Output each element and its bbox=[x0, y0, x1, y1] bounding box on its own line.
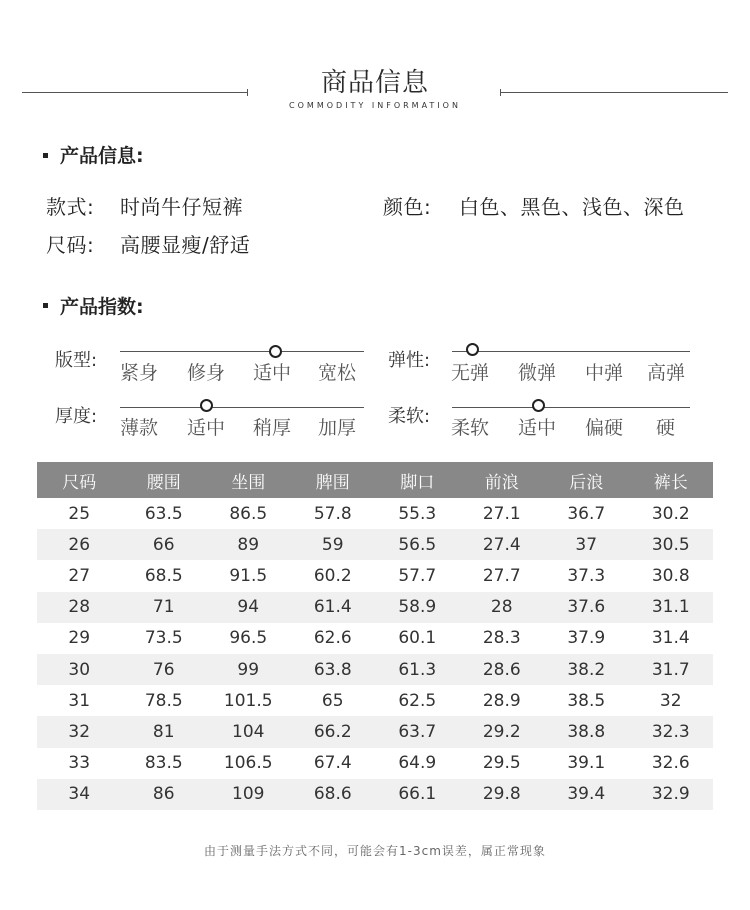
table-cell: 101.5 bbox=[223, 690, 273, 711]
table-cell: 63.8 bbox=[313, 659, 352, 680]
table-header-cell: 坐围 bbox=[231, 472, 266, 493]
table-cell: 39.1 bbox=[567, 753, 606, 774]
elasticity-option: 高弹 bbox=[647, 362, 686, 384]
style-label: 款式: bbox=[46, 195, 95, 219]
table-cell: 37.3 bbox=[567, 565, 606, 586]
table-row bbox=[37, 748, 713, 779]
table-cell: 28 bbox=[68, 597, 91, 618]
table-cell: 38.5 bbox=[567, 690, 606, 711]
softness-option: 柔软 bbox=[451, 417, 490, 439]
thickness-slider-track bbox=[120, 407, 364, 408]
table-cell: 78.5 bbox=[144, 690, 183, 711]
table-cell: 32 bbox=[68, 721, 91, 742]
table-cell: 31.1 bbox=[651, 597, 690, 618]
table-cell: 57.8 bbox=[313, 503, 352, 524]
size-table bbox=[37, 462, 713, 810]
table-cell: 81 bbox=[152, 721, 175, 742]
table-cell: 66.2 bbox=[313, 721, 352, 742]
fit-slider-marker bbox=[269, 345, 282, 358]
table-cell: 61.4 bbox=[313, 597, 352, 618]
size-value: 高腰显瘦/舒适 bbox=[120, 233, 251, 257]
table-cell: 28.3 bbox=[482, 628, 521, 649]
softness-slider-label: 柔软: bbox=[388, 406, 431, 427]
table-cell: 30 bbox=[68, 659, 91, 680]
elasticity-slider-label: 弹性: bbox=[388, 350, 431, 371]
table-cell: 29.2 bbox=[482, 721, 521, 742]
fit-slider-track bbox=[120, 351, 364, 352]
fit-option: 修身 bbox=[187, 362, 226, 384]
table-header-cell: 后浪 bbox=[569, 472, 604, 493]
table-cell: 30.2 bbox=[651, 503, 690, 524]
table-cell: 27.1 bbox=[482, 503, 521, 524]
table-cell: 31 bbox=[68, 690, 91, 711]
table-row bbox=[37, 779, 713, 810]
fit-slider-label: 版型: bbox=[55, 350, 98, 371]
table-cell: 34 bbox=[68, 784, 91, 805]
table-cell: 58.9 bbox=[398, 597, 437, 618]
fit-option: 紧身 bbox=[120, 362, 159, 384]
thickness-option: 薄款 bbox=[120, 417, 159, 439]
elasticity-option: 微弹 bbox=[518, 362, 557, 384]
softness-option: 硬 bbox=[656, 417, 676, 439]
product-info-heading: 产品信息: bbox=[60, 145, 144, 167]
style-value: 时尚牛仔短裤 bbox=[120, 195, 243, 219]
table-cell: 62.6 bbox=[313, 628, 352, 649]
table-cell: 29.8 bbox=[482, 784, 521, 805]
elasticity-slider-marker bbox=[466, 343, 479, 356]
table-cell: 27.4 bbox=[482, 534, 521, 555]
table-cell: 28.6 bbox=[482, 659, 521, 680]
table-cell: 68.5 bbox=[144, 565, 183, 586]
table-cell: 65 bbox=[321, 690, 344, 711]
table-cell: 104 bbox=[232, 721, 265, 742]
table-cell: 63.5 bbox=[144, 503, 183, 524]
table-row bbox=[37, 498, 713, 529]
footer-note: 由于测量手法方式不同，可能会有1-3cm误差，属正常现象 bbox=[204, 844, 546, 858]
table-cell: 37.6 bbox=[567, 597, 606, 618]
table-cell: 109 bbox=[232, 784, 265, 805]
table-cell: 32 bbox=[659, 690, 682, 711]
table-cell: 106.5 bbox=[223, 753, 273, 774]
table-cell: 33 bbox=[68, 753, 91, 774]
thickness-option: 稍厚 bbox=[253, 417, 292, 439]
thickness-option: 加厚 bbox=[318, 417, 357, 439]
thickness-slider-marker bbox=[200, 399, 213, 412]
table-cell: 68.6 bbox=[313, 784, 352, 805]
color-value: 白色、黑色、浅色、深色 bbox=[459, 195, 685, 219]
table-cell: 89 bbox=[237, 534, 260, 555]
table-cell: 25 bbox=[68, 503, 91, 524]
fit-option: 宽松 bbox=[318, 362, 357, 384]
softness-slider-track bbox=[452, 407, 690, 408]
thickness-slider-label: 厚度: bbox=[55, 406, 98, 427]
page-subtitle: COMMODITY INFORMATION bbox=[289, 101, 461, 110]
table-cell: 30.5 bbox=[651, 534, 690, 555]
table-header-cell: 腰围 bbox=[146, 472, 181, 493]
table-row bbox=[37, 685, 713, 716]
table-header-cell: 脾围 bbox=[315, 472, 350, 493]
table-cell: 27 bbox=[68, 565, 91, 586]
table-cell: 86.5 bbox=[229, 503, 268, 524]
table-cell: 66 bbox=[152, 534, 175, 555]
table-cell: 39.4 bbox=[567, 784, 606, 805]
table-row bbox=[37, 592, 713, 623]
table-cell: 30.8 bbox=[651, 565, 690, 586]
table-cell: 27.7 bbox=[482, 565, 521, 586]
table-row bbox=[37, 654, 713, 685]
fit-option: 适中 bbox=[253, 362, 292, 384]
table-header-cell: 前浪 bbox=[484, 472, 519, 493]
table-cell: 55.3 bbox=[398, 503, 437, 524]
product-index-heading: 产品指数: bbox=[60, 296, 144, 318]
table-header-row bbox=[37, 462, 713, 498]
table-row bbox=[37, 716, 713, 747]
table-cell: 86 bbox=[152, 784, 175, 805]
section-bullet-icon bbox=[43, 303, 48, 308]
table-cell: 67.4 bbox=[313, 753, 352, 774]
table-cell: 96.5 bbox=[229, 628, 268, 649]
table-cell: 83.5 bbox=[144, 753, 183, 774]
table-header-cell: 裤长 bbox=[653, 472, 688, 493]
table-cell: 66.1 bbox=[398, 784, 437, 805]
table-cell: 63.7 bbox=[398, 721, 437, 742]
elasticity-slider-track bbox=[452, 351, 690, 352]
color-label: 颜色: bbox=[383, 195, 432, 219]
table-row bbox=[37, 560, 713, 591]
table-cell: 38.2 bbox=[567, 659, 606, 680]
table-cell: 36.7 bbox=[567, 503, 606, 524]
elasticity-option: 无弹 bbox=[451, 362, 490, 384]
softness-option: 偏硬 bbox=[585, 417, 624, 439]
table-cell: 99 bbox=[237, 659, 260, 680]
table-cell: 60.1 bbox=[398, 628, 437, 649]
table-cell: 26 bbox=[68, 534, 91, 555]
table-header-cell: 脚口 bbox=[400, 472, 435, 493]
table-cell: 31.4 bbox=[651, 628, 690, 649]
table-cell: 94 bbox=[237, 597, 260, 618]
table-cell: 37.9 bbox=[567, 628, 606, 649]
table-header-cell: 尺码 bbox=[62, 472, 97, 493]
table-cell: 64.9 bbox=[398, 753, 437, 774]
table-cell: 61.3 bbox=[398, 659, 437, 680]
table-cell: 29 bbox=[68, 628, 91, 649]
size-label: 尺码: bbox=[46, 233, 95, 257]
table-cell: 62.5 bbox=[398, 690, 437, 711]
table-cell: 32.6 bbox=[651, 753, 690, 774]
table-cell: 56.5 bbox=[398, 534, 437, 555]
thickness-option: 适中 bbox=[187, 417, 226, 439]
elasticity-option: 中弹 bbox=[585, 362, 624, 384]
table-cell: 91.5 bbox=[229, 565, 268, 586]
softness-slider-marker bbox=[532, 399, 545, 412]
table-cell: 71 bbox=[152, 597, 175, 618]
page-title: 商品信息 bbox=[320, 68, 429, 98]
table-cell: 32.9 bbox=[651, 784, 690, 805]
softness-option: 适中 bbox=[518, 417, 557, 439]
table-row bbox=[37, 529, 713, 560]
table-row bbox=[37, 623, 713, 654]
table-body bbox=[37, 498, 713, 810]
table-cell: 76 bbox=[152, 659, 175, 680]
table-cell: 60.2 bbox=[313, 565, 352, 586]
table-cell: 57.7 bbox=[398, 565, 437, 586]
table-cell: 31.7 bbox=[651, 659, 690, 680]
table-cell: 59 bbox=[321, 534, 344, 555]
table-cell: 38.8 bbox=[567, 721, 606, 742]
table-cell: 32.3 bbox=[651, 721, 690, 742]
table-cell: 29.5 bbox=[482, 753, 521, 774]
section-bullet-icon bbox=[43, 153, 48, 158]
table-cell: 37 bbox=[575, 534, 598, 555]
table-cell: 73.5 bbox=[144, 628, 183, 649]
table-cell: 28 bbox=[490, 597, 513, 618]
table-cell: 28.9 bbox=[482, 690, 521, 711]
